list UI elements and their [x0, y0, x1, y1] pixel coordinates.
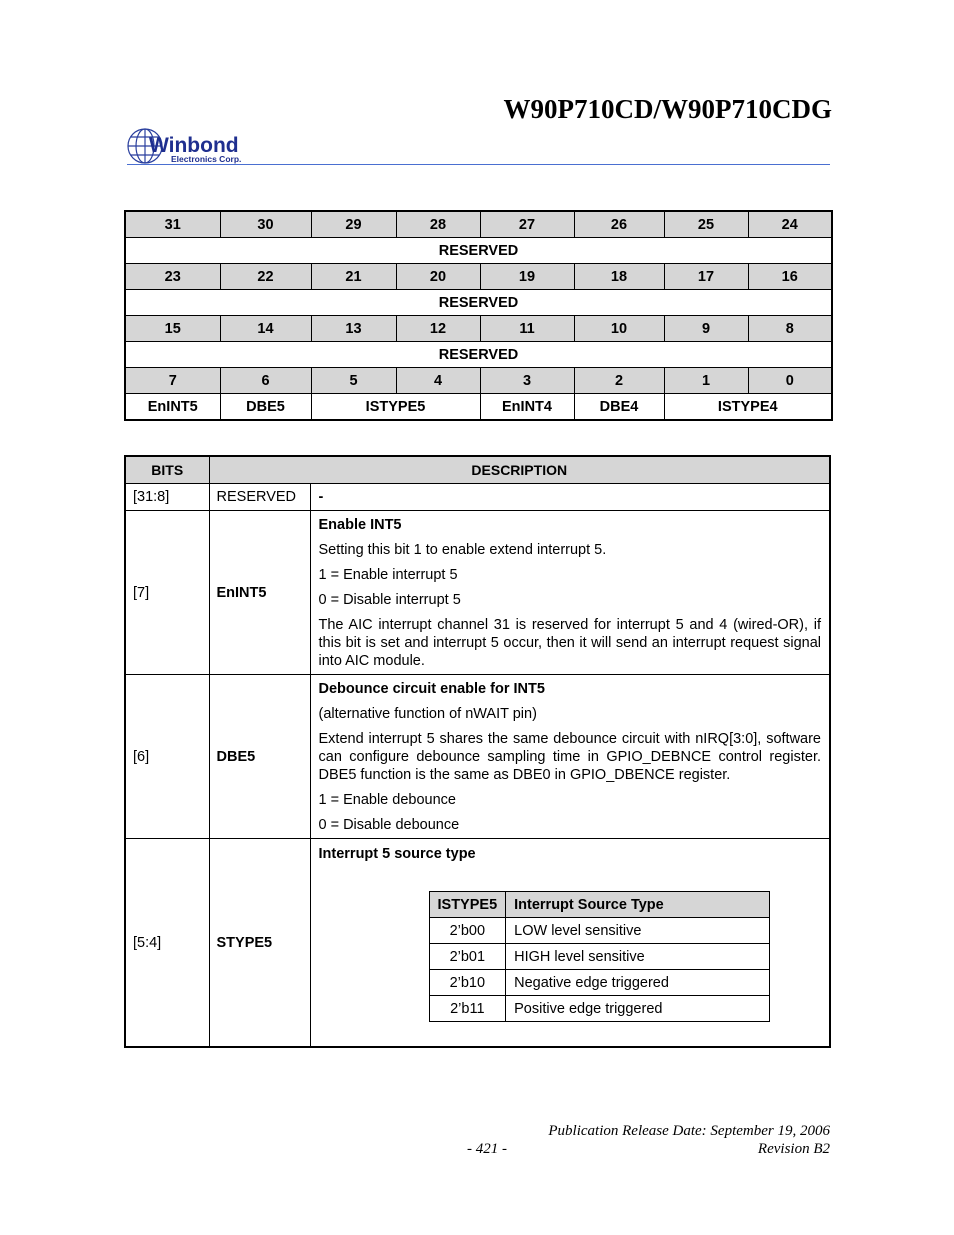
bit-field: DBE4	[574, 394, 664, 421]
source-type-row	[429, 944, 769, 970]
field-description	[310, 484, 830, 511]
bit-field-row	[125, 394, 832, 421]
bit-range: [7]	[125, 511, 209, 675]
description-column-header: DESCRIPTION	[209, 456, 830, 484]
description-line: 0 = Disable interrupt 5	[318, 591, 461, 608]
bit-field: RESERVED	[125, 342, 832, 368]
bit-number-row	[125, 264, 832, 290]
description-row	[125, 511, 830, 675]
source-type-label: LOW level sensitive	[506, 918, 769, 944]
bit-number: 2	[574, 368, 664, 394]
description-row	[125, 839, 830, 1048]
bit-number: 5	[311, 368, 396, 394]
bit-number: 4	[396, 368, 480, 394]
field-description	[310, 511, 830, 675]
bit-number: 22	[220, 264, 311, 290]
bit-number: 15	[125, 316, 220, 342]
register-description-table	[124, 455, 831, 1048]
source-type-row	[429, 970, 769, 996]
bit-number: 3	[480, 368, 574, 394]
bit-field: ISTYPE4	[664, 394, 832, 421]
bit-number: 24	[748, 211, 832, 238]
bit-number: 11	[480, 316, 574, 342]
bit-number-row	[125, 211, 832, 238]
bit-number: 12	[396, 316, 480, 342]
bit-number: 1	[664, 368, 748, 394]
field-name: STYPE5	[209, 839, 310, 1048]
description-text: -	[318, 489, 324, 505]
source-type-table	[429, 891, 770, 1022]
bit-range: [31:8]	[125, 484, 209, 511]
field-name: DBE5	[209, 675, 310, 839]
bit-number: 19	[480, 264, 574, 290]
bit-number: 10	[574, 316, 664, 342]
description-row	[125, 675, 830, 839]
bit-number: 14	[220, 316, 311, 342]
source-type-label: Positive edge triggered	[506, 996, 769, 1022]
winbond-logo	[127, 126, 257, 166]
bit-number: 28	[396, 211, 480, 238]
bit-number: 27	[480, 211, 574, 238]
description-line: (alternative function of nWAIT pin)	[318, 705, 537, 722]
bit-number: 31	[125, 211, 220, 238]
description-line: 1 = Enable interrupt 5	[318, 566, 458, 583]
description-title: Interrupt 5 source type	[318, 846, 476, 862]
bit-field: DBE5	[220, 394, 311, 421]
bit-number: 30	[220, 211, 311, 238]
bit-field: RESERVED	[125, 238, 832, 264]
bit-number: 13	[311, 316, 396, 342]
bit-range: [5:4]	[125, 839, 209, 1048]
source-type-header-row	[429, 892, 769, 918]
field-description	[310, 839, 830, 1048]
bit-field: ISTYPE5	[311, 394, 480, 421]
publication-release-date: Publication Release Date: September 19, 2006	[548, 1123, 830, 1139]
field-name: EnINT5	[209, 511, 310, 675]
bit-number: 16	[748, 264, 832, 290]
bit-number: 21	[311, 264, 396, 290]
description-title: Debounce circuit enable for INT5	[318, 680, 545, 697]
bit-number: 7	[125, 368, 220, 394]
page-number: - 421 -	[467, 1141, 507, 1157]
bit-number: 26	[574, 211, 664, 238]
bit-layout-table	[124, 210, 833, 421]
description-line: 0 = Disable debounce	[318, 816, 460, 833]
bit-number: 29	[311, 211, 396, 238]
logo-text: Winbond	[149, 134, 239, 157]
source-type-label: Negative edge triggered	[506, 970, 769, 996]
description-line: 1 = Enable debounce	[318, 791, 456, 808]
source-type-header: Interrupt Source Type	[506, 892, 769, 918]
source-type-row	[429, 996, 769, 1022]
source-type-code: 2’b10	[429, 970, 506, 996]
bit-number: 25	[664, 211, 748, 238]
bit-number: 23	[125, 264, 220, 290]
bit-number-row	[125, 368, 832, 394]
description-row	[125, 484, 830, 511]
source-type-row	[429, 918, 769, 944]
bits-column-header: BITS	[125, 456, 209, 484]
bit-field: RESERVED	[125, 290, 832, 316]
bit-field-row	[125, 238, 832, 264]
field-description	[310, 675, 830, 839]
bit-number: 9	[664, 316, 748, 342]
revision: Revision B2	[757, 1141, 830, 1157]
bit-number: 6	[220, 368, 311, 394]
description-line: The AIC interrupt channel 31 is reserved for interrupt 5 and 4 (wired-OR), if this bit is set and interrupt 5 occur, then it will send an interrupt request signal into AIC module.	[318, 616, 821, 669]
source-type-label: HIGH level sensitive	[506, 944, 769, 970]
bit-field-row	[125, 342, 832, 368]
source-type-code: 2’b00	[429, 918, 506, 944]
bit-range: [6]	[125, 675, 209, 839]
bit-number: 0	[748, 368, 832, 394]
bit-number: 8	[748, 316, 832, 342]
header-rule	[127, 164, 830, 165]
source-type-header: ISTYPE5	[429, 892, 506, 918]
bit-field-row	[125, 290, 832, 316]
bit-field: EnINT4	[480, 394, 574, 421]
description-title: Enable INT5	[318, 516, 402, 533]
description-line: Extend interrupt 5 shares the same debounce circuit with nIRQ[3:0], software can configure debounce sampling time in GPIO_DEBNCE control register. DBE5 function is the same as DBE0 in GPIO_DBENCE register.	[318, 730, 821, 783]
source-type-code: 2’b11	[429, 996, 506, 1022]
description-line: Setting this bit 1 to enable extend interrupt 5.	[318, 541, 607, 558]
bit-number: 18	[574, 264, 664, 290]
document-title: W90P710CD/W90P710CDG	[503, 94, 832, 124]
bit-number: 20	[396, 264, 480, 290]
bit-number-row	[125, 316, 832, 342]
field-name: RESERVED	[209, 484, 310, 511]
source-type-code: 2’b01	[429, 944, 506, 970]
bit-field: EnINT5	[125, 394, 220, 421]
logo-subtext: Electronics Corp.	[171, 154, 242, 164]
bit-number: 17	[664, 264, 748, 290]
